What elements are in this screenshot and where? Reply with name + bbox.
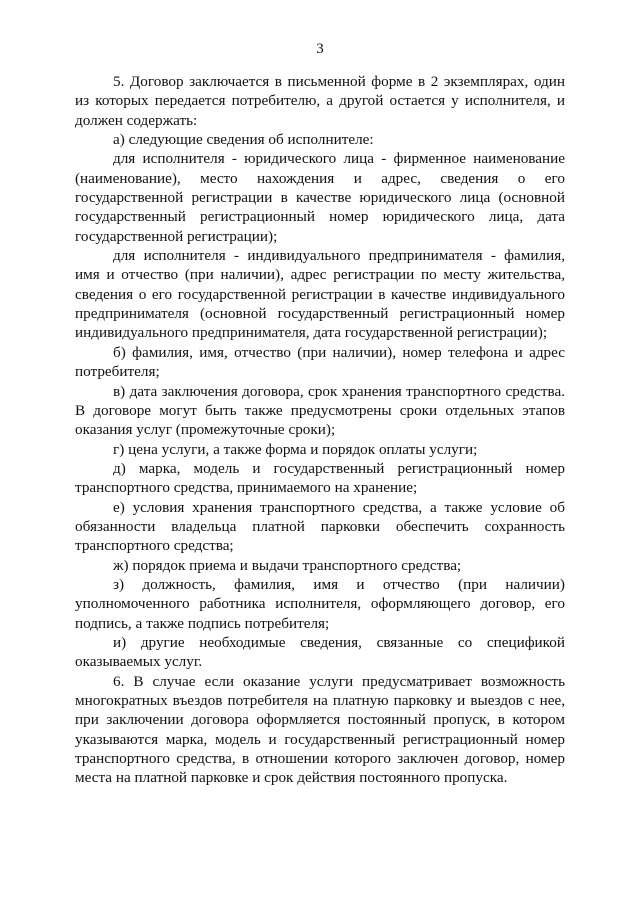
paragraph-clause-5g: г) цена услуги, а также форма и порядок оплаты услуги; [113, 440, 478, 458]
paragraph-clause-5v: в) дата заключения договора, срок хранения транспортного средства. В договоре могут быть также предусмотрены сроки отдельных этапов оказания услуг (промежуточные сроки); [75, 382, 565, 439]
paragraph-clause-5e: е) условия хранения транспортного средства, а также условие об обязанности владельца платной парковки обеспечить сохранность транспортного средства; [75, 498, 565, 555]
paragraph-individual-entrepreneur: для исполнителя - индивидуального предпринимателя - фамилия, имя и отчество (при наличии), адрес регистрации по месту жительства, сведения о его государственной регистрации в качестве индивидуального предпринимателя (основной государственный регистрационный номер индивидуального предпринимателя, дата государственной регистрации); [75, 247, 565, 342]
paragraph-clause-5b: б) фамилия, имя, отчество (при наличии), номер телефона и адрес потребителя; [75, 343, 565, 381]
paragraph-clause-5: 5. Договор заключается в письменной форме в 2 экземплярах, один из которых передается потребителю, а другой остается у исполнителя, и должен содержать: [75, 73, 565, 129]
page-number: 3 [316, 41, 324, 57]
paragraph-legal-entity: для исполнителя - юридического лица - фирменное наименование (наименование), место нахождения и адрес, сведения о его государственной регистрации в качестве юридического лица (основной государственный регистрационный номер юридического лица, дата государственной регистрации); [75, 150, 565, 245]
paragraph-clause-5a: а) следующие сведения об исполнителе: [113, 131, 374, 149]
paragraph-clause-5z: з) должность, фамилия, имя и отчество (при наличии) уполномоченного работника исполнителя, оформляющего договор, его подпись, а также подпись потребителя; [75, 575, 565, 632]
paragraph-clause-5d: д) марка, модель и государственный регистрационный номер транспортного средства, принимаемого на хранение; [75, 459, 565, 497]
document-body [75, 72, 565, 788]
paragraph-clause-5zh: ж) порядок приема и выдачи транспортного средства; [113, 556, 462, 574]
paragraph-clause-6: 6. В случае если оказание услуги предусматривает возможность многократных въездов потребителя на платную парковку и выездов с нее, при заключении договора оформляется постоянный пропуск, в котором указываются марка, модель и государственный регистрационный номер транспортного средства, в отношении которого заключен договор, номер места на платной парковке и срок действия постоянного пропуска. [75, 672, 565, 787]
paragraph-clause-5i: и) другие необходимые сведения, связанные со спецификой оказываемых услуг. [75, 633, 565, 671]
